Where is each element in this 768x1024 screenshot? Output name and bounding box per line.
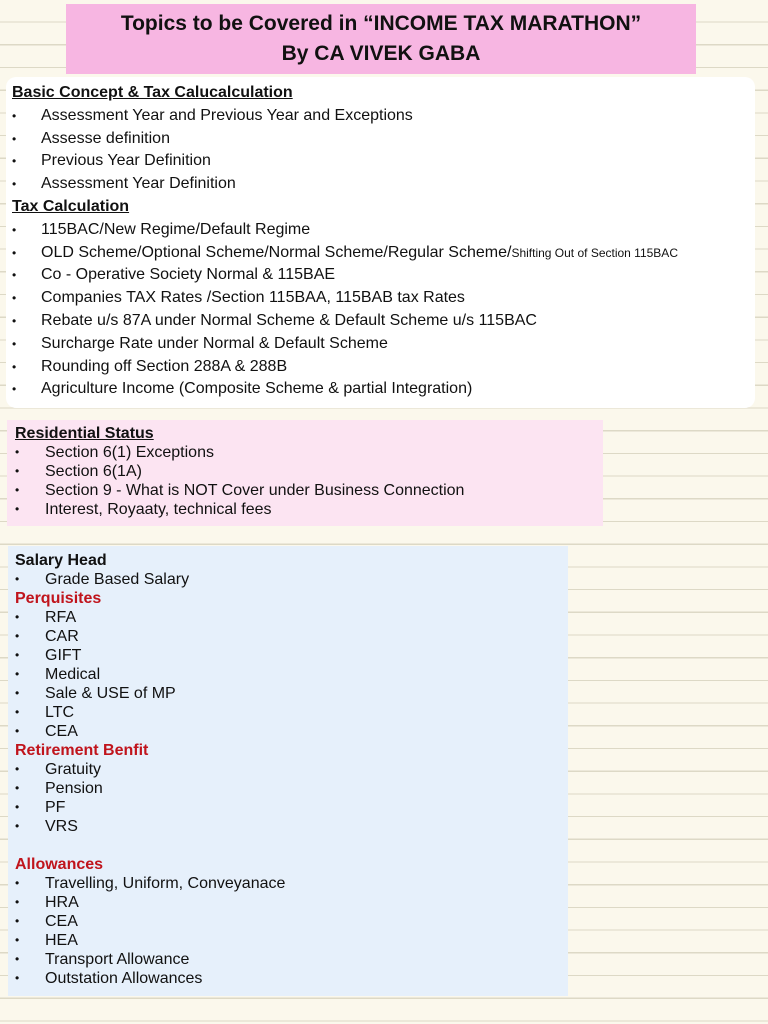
list-item: • Assessment Year and Previous Year and Exceptions (12, 106, 413, 124)
list-item: • Interest, Royaaty, technical fees (15, 501, 272, 518)
list-item: • 115BAC/New Regime/Default Regime (12, 220, 311, 238)
list-item: • PF (15, 799, 66, 816)
list-item: • CEA (15, 723, 78, 740)
list-item: • HEA (15, 932, 78, 949)
salary-head-heading: Salary Head (15, 552, 107, 569)
small-note: Shifting Out of Section 115BAC (511, 245, 678, 260)
list-item: • CEA (15, 913, 78, 930)
basic-concept-card (6, 77, 755, 408)
list-item: • Co - Operative Society Normal & 115BAE (12, 266, 336, 284)
list-item: • Section 9 - What is NOT Cover under Business Connection (15, 482, 465, 499)
list-item: • Rebate u/s 87A under Normal Scheme & Default Scheme u/s 115BAC (12, 311, 537, 329)
salary-head-card (8, 546, 568, 996)
list-item: • CAR (15, 628, 79, 645)
list-item: • Outstation Allowances (15, 970, 203, 987)
list-item: • Section 6(1) Exceptions (15, 444, 214, 461)
list-item: • Previous Year Definition (12, 152, 211, 170)
list-item: • Pension (15, 780, 103, 797)
list-item: • Travelling, Uniform, Conveyanace (15, 875, 286, 892)
list-item: • LTC (15, 704, 75, 721)
list-item: • GIFT (15, 647, 82, 664)
list-item: • Grade Based Salary (15, 571, 190, 588)
list-item: • VRS (15, 818, 78, 835)
title-line-1: Topics to be Covered in “INCOME TAX MARATHON” (120, 12, 642, 35)
residential-status-card (7, 420, 603, 526)
list-item: • OLD Scheme/Optional Scheme/Normal Scheme/Regular Scheme/Shifting Out of Section 115BAC (12, 243, 678, 261)
list-item: • Assessment Year Definition (12, 175, 236, 193)
list-item: • Medical (15, 666, 101, 683)
residential-status-heading: Residential Status (15, 425, 154, 442)
list-item: • RFA (15, 609, 77, 626)
title-line-2: By CA VIVEK GABA (281, 42, 481, 65)
list-item: • Rounding off Section 288A & 288B (12, 357, 288, 375)
spacer (15, 836, 568, 855)
list-item: • Companies TAX Rates /Section 115BAA, 115BAB tax Rates (12, 289, 465, 307)
retirement-benefit-heading: Retirement Benfit (15, 742, 149, 759)
perquisites-heading: Perquisites (15, 590, 102, 607)
list-item: • Sale & USE of MP (15, 685, 176, 702)
list-item: • Transport Allowance (15, 951, 190, 968)
list-item: • HRA (15, 894, 79, 911)
page-title (66, 4, 696, 74)
list-item: • Agriculture Income (Composite Scheme & partial Integration) (12, 380, 473, 398)
list-item: • Gratuity (15, 761, 102, 778)
list-item: • Surcharge Rate under Normal & Default Scheme (12, 334, 388, 352)
list-item: • Section 6(1A) (15, 463, 142, 480)
basic-concept-heading: Basic Concept & Tax Calucalculation (12, 84, 293, 101)
tax-calculation-heading: Tax Calculation (12, 197, 130, 215)
list-item: • Assesse definition (12, 129, 170, 147)
allowances-heading: Allowances (15, 856, 104, 873)
